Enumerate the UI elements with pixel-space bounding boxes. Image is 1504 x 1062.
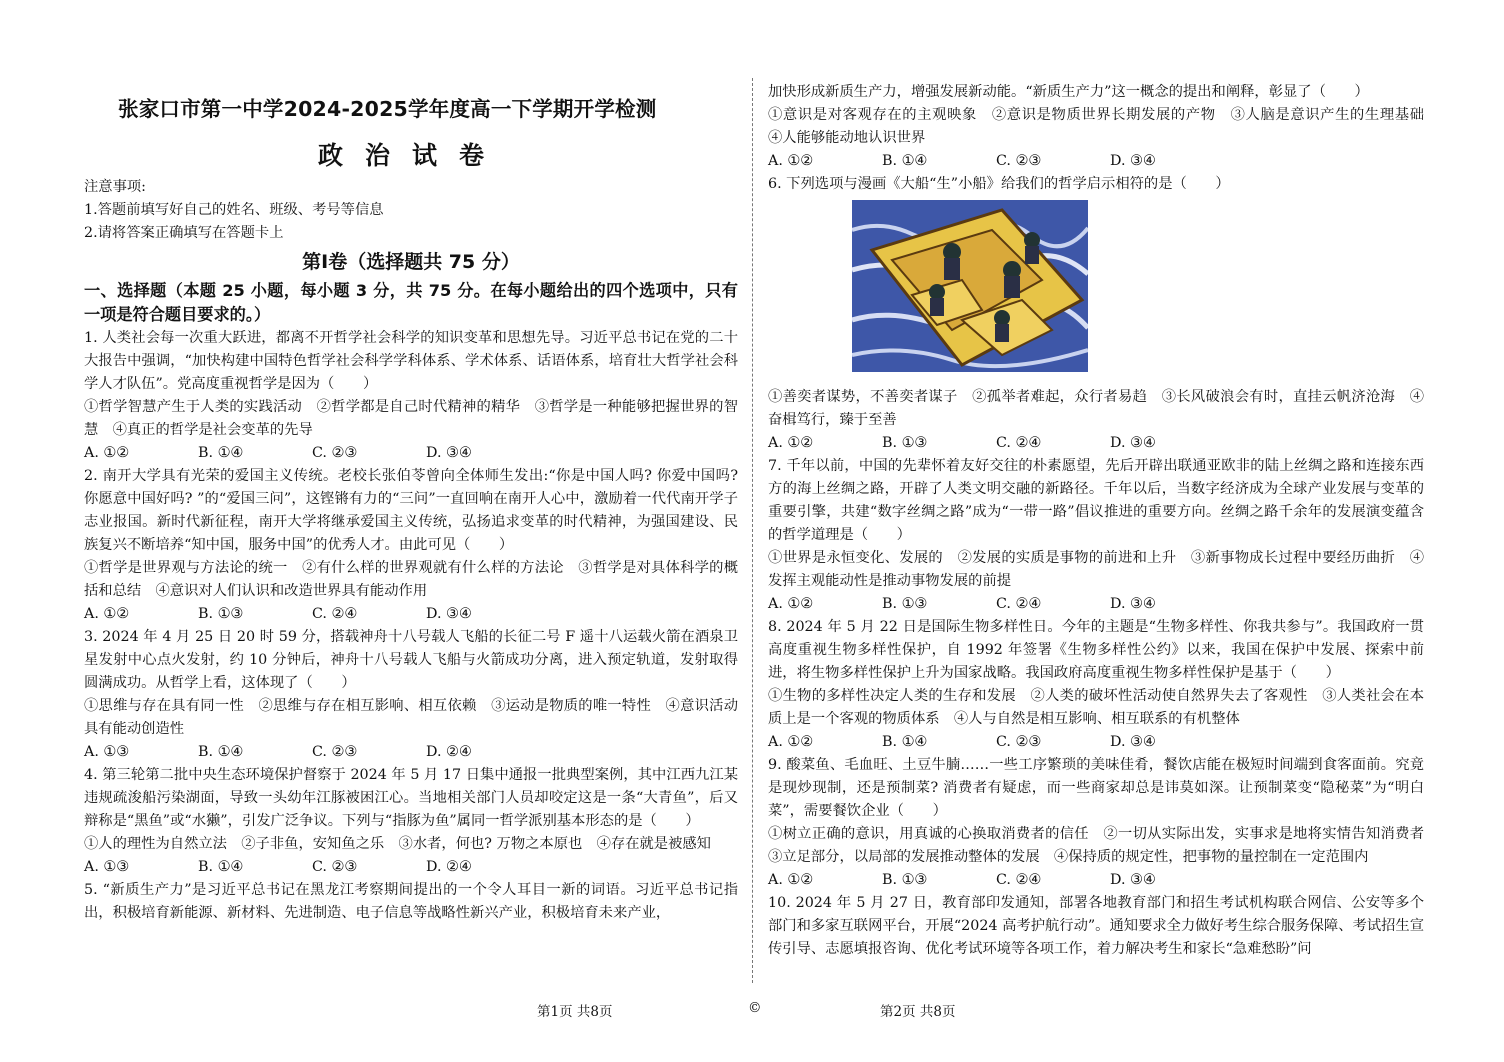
answer-option: C. ②③ [312,744,358,760]
answer-option: D. ③④ [1110,734,1156,750]
answer-option: C. ②④ [996,872,1042,888]
right-question-0-options [768,150,1424,173]
left-question-0-options [84,442,738,465]
right-questions [768,81,1439,961]
page-number-left: 第1页 共8页 [537,1004,613,1020]
right-question-0-items: ①意识是对客观存在的主观映象 ②意识是物质世界长期发展的产物 ③人脑是意识产生的生理基础 ④人能够能动地认识世界 [768,107,1439,146]
right-question-5-stem: 10. 2024 年 5 月 27 日，教育部印发通知，部署各地教育部门和招生考试机构联合网信、公安等多个部门和多家互联网平台，开展“2024 高考护航行动”。通知要求全力做好考生综合服务保障、考试招生宣传引导、志愿填报咨询、优化考试环境等各项工作，着力解决考生和家长“急难愁盼”问 [768,895,1425,957]
right-question-2-items: ①世界是永恒变化、发展的 ②发展的实质是事物的前进和上升 ③新事物成长过程中要经历曲折 ④发挥主观能动性是推动事物发展的前提 [768,550,1424,589]
note-1: 1.答题前填写好自己的姓名、班级、考号等信息 [84,202,384,218]
answer-option: A. ①② [768,153,814,169]
answer-option: A. ①② [84,445,130,461]
left-question-2-items: ①思维与存在具有同一性 ②思维与存在相互影响、相互依赖 ③运动是物质的唯一特性 ④意识活动具有能动创造性 [84,698,738,737]
left-question-2-options [84,741,738,764]
copyright-mark: © [748,1000,762,1016]
right-question-0-stem: 加快形成新质生产力，增强发展新动能。“新质生产力”这一概念的提出和阐释，彰显了（ ） [768,84,1369,100]
right-question-4-options [768,869,1424,892]
answer-option: A. ①③ [84,744,130,760]
answer-option: C. ②④ [312,606,358,622]
answer-option: A. ①② [768,435,814,451]
right-question-3-options [768,731,1424,754]
answer-option: A. ①② [768,872,814,888]
right-column [768,81,1439,961]
page-number-right: 第2页 共8页 [880,1004,956,1020]
section-title: 一、选择题（本题 25 小题，每小题 3 分，共 75 分。在每小题给出的四个选项中，只有一项是符合题目要求的。） [84,281,738,324]
left-question-1-options [84,603,738,626]
answer-option: B. ①③ [198,606,244,622]
answer-option: B. ①④ [882,153,928,169]
answer-option: B. ①③ [882,435,928,451]
answer-option: D. ③④ [1110,153,1156,169]
right-question-3-items: ①生物的多样性决定人类的生存和发展 ②人类的破坏性活动使自然界失去了客观性 ③人类社会在本质上是一个客观的物质体系 ④人与自然是相互影响、相互联系的有机整体 [768,688,1424,727]
note-2: 2.请将答案正确填写在答题卡上 [84,225,284,241]
left-question-2-stem: 3. 2024 年 4 月 25 日 20 时 59 分，搭载神舟十八号载人飞船的长征二号 F 遥十八运载火箭在酒泉卫星发射中心点火发射，约 10 分钟后，神舟十八号载人飞船与火箭成功分离，进入预定轨道，发射取得圆满成功。从哲学上看，这体现了（ ） [84,629,738,691]
left-question-1-items: ①哲学是世界观与方法论的统一 ②有什么样的世界观就有什么样的方法论 ③哲学是对具体科学的概括和总结 ④意识对人们认识和改造世界具有能动作用 [84,560,738,599]
boat-comic-image [852,200,1088,372]
left-question-3-stem: 4. 第三轮第二批中央生态环境保护督察于 2024 年 5 月 17 日集中通报一批典型案例，其中江西九江某违规疏浚船污染湖面，导致一头幼年江豚被困江心。当地相关部门人员却咬定这是一条“大青鱼”，后又辩称是“黑鱼”或“水獭”，引发广泛争议。下列与“指豚为鱼”属同一哲学派别基本形态的是（ ） [84,767,738,829]
right-question-1-stem: 6. 下列选项与漫画《大船“生”小船》给我们的哲学启示相符的是（ ） [768,176,1230,192]
answer-option: C. ②③ [312,859,358,875]
left-question-0-stem: 1. 人类社会每一次重大跃进，都离不开哲学社会科学的知识变革和思想先导。习近平总书记在党的二十大报告中强调，“加快构建中国特色哲学社会科学学科体系、学术体系、话语体系，培育壮大哲学社会科学人才队伍”。党高度重视哲学是因为（ ） [84,330,738,392]
answer-option: D. ②④ [426,859,472,875]
answer-option: A. ①② [768,596,814,612]
answer-option: C. ②③ [996,153,1042,169]
left-question-3-options [84,856,738,879]
answer-option: D. ②④ [426,744,472,760]
answer-option: C. ②④ [996,435,1042,451]
right-question-3-stem: 8. 2024 年 5 月 22 日是国际生物多样性日。今年的主题是“生物多样性、你我共参与”。我国政府一贯高度重视生物多样性保护，自 1992 年签署《生物多样性公约》以来，我国在保护中发展、探索中前进，将生物多样性保护上升为国家战略。我国政府高度重视生物多样性保护是基于（ ） [768,619,1424,681]
right-question-1-items: ①善奕者谋势，不善奕者谋子 ②孤举者难起，众行者易趋 ③长风破浪会有时，直挂云帆济沧海 ④奋楫笃行，臻于至善 [768,389,1424,428]
right-question-2-stem: 7. 千年以前，中国的先辈怀着友好交往的朴素愿望，先后开辟出联通亚欧非的陆上丝绸之路和连接东西方的海上丝绸之路，开辟了人类文明交融的新路径。千年以后，当数字经济成为全球产业发展与变革的重要引擎，共建“数字丝绸之路”成为“一带一路”倡议推进的重要方向。丝绸之路千余年的发展演变蕴含的哲学道理是（ ） [768,458,1424,543]
answer-option: B. ①③ [882,872,928,888]
answer-option: D. ③④ [1110,872,1156,888]
answer-option: B. ①④ [882,734,928,750]
answer-option: A. ①② [768,734,814,750]
answer-option: C. ②④ [996,596,1042,612]
volume-title: 第Ⅰ卷（选择题共 75 分） [302,251,520,273]
right-question-4-stem: 9. 酸菜鱼、毛血旺、土豆牛腩……一些工序繁琐的美味佳肴，餐饮店能在极短时间端到食客面前。究竟是现炒现制，还是预制菜? 消费者有疑虑，而一些商家却总是讳莫如深。让预制菜变“隐秘菜”为“明白菜”，需要餐饮企业（ ） [768,757,1424,819]
left-question-4-stem: 5. “新质生产力”是习近平总书记在黑龙江考察期间提出的一个令人耳目一新的词语。习近平总书记指出，积极培育新能源、新材料、先进制造、电子信息等战略性新兴产业，积极培育未来产业， [84,882,738,921]
notes-heading: 注意事项: [84,179,147,195]
answer-option: D. ③④ [1110,596,1156,612]
answer-option: C. ②③ [312,445,358,461]
answer-option: C. ②③ [996,734,1042,750]
left-questions [84,327,738,925]
column-divider [752,78,753,983]
left-question-3-items: ①人的理性为自然立法 ②子非鱼，安知鱼之乐 ③水者，何也? 万物之本原也 ④存在就是被感知 [84,836,711,852]
answer-option: B. ①④ [198,445,244,461]
right-question-2-options [768,593,1424,616]
answer-option: D. ③④ [1110,435,1156,451]
answer-option: A. ①③ [84,859,130,875]
right-question-1-options [768,432,1424,455]
right-question-4-items: ①树立正确的意识，用真诚的心换取消费者的信任 ②一切从实际出发，实事求是地将实情告知消费者 ③立足部分，以局部的发展推动整体的发展 ④保持质的规定性，把事物的量控制在一定范围内 [768,826,1439,865]
school-title: 张家口市第一中学2024-2025学年度高一下学期开学检测 [118,97,657,121]
answer-option: A. ①② [84,606,130,622]
answer-option: B. ①④ [198,859,244,875]
subject-title: 政治试卷 [318,141,507,170]
answer-option: D. ③④ [426,606,472,622]
answer-option: D. ③④ [426,445,472,461]
answer-option: B. ①④ [198,744,244,760]
left-column [84,176,738,925]
answer-option: B. ①③ [882,596,928,612]
left-question-0-items: ①哲学智慧产生于人类的实践活动 ②哲学都是自己时代精神的精华 ③哲学是一种能够把握世界的智慧 ④真正的哲学是社会变革的先导 [84,399,738,438]
left-question-1-stem: 2. 南开大学具有光荣的爱国主义传统。老校长张伯苓曾向全体师生发出:“你是中国人吗? 你爱中国吗? 你愿意中国好吗? ”的“爱国三问”，这铿锵有力的“三问”一直回响在南开人心中，激励着一代代南开学子志业报国。新时代新征程，南开大学将继承爱国主义传统，弘扬追求变革的时代精神，为强国建设、民族复兴不断培养“知中国，服务中国”的优秀人才。由此可见（ ） [84,468,738,553]
